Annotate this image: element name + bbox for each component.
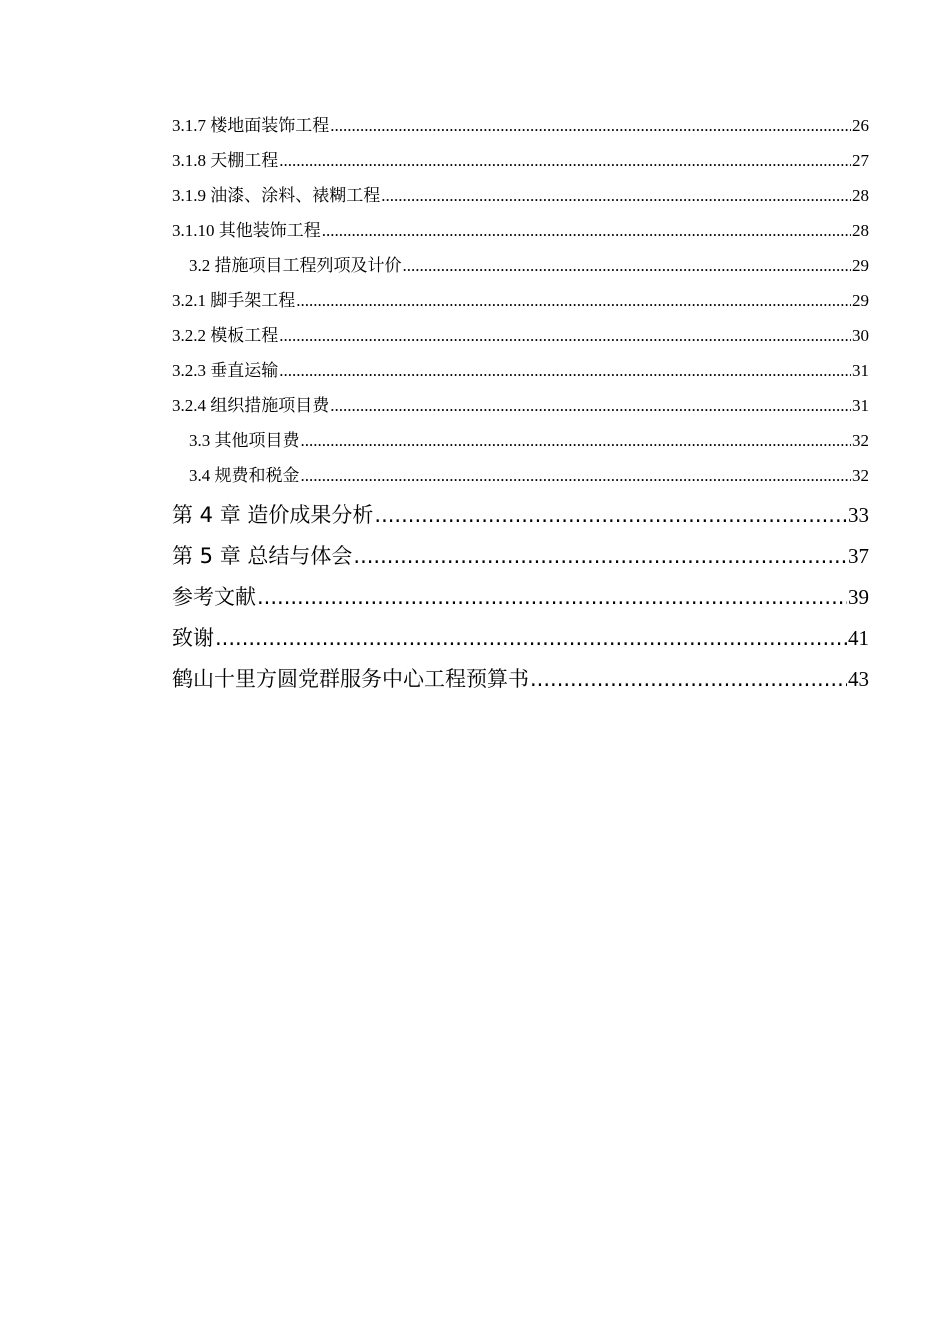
toc-dot-leader: [530, 659, 847, 700]
toc-entry-title: 3.2.1 脚手架工程: [172, 291, 296, 310]
toc-entry-title: 3.4 规费和税金: [189, 466, 300, 485]
toc-entry-title: 3.1.9 油漆、涂料、裱糊工程: [172, 186, 381, 205]
toc-page-number: 37: [848, 544, 869, 568]
toc-page-number: 43: [848, 667, 869, 691]
toc-entry-3-2-3[interactable]: [172, 353, 869, 388]
toc-page-number: 39: [848, 585, 869, 609]
toc-entry-title: 3.1.8 天棚工程: [172, 151, 279, 170]
toc-dot-leader: [279, 318, 851, 353]
toc-entry-title: 第 4 章 造价成果分析: [172, 503, 374, 527]
toc-entry-title: 参考文献: [172, 585, 256, 609]
toc-entry-3-2[interactable]: [172, 248, 869, 283]
toc-dot-leader: [322, 213, 851, 248]
toc-page-number: 32: [852, 431, 869, 450]
toc-page-number: 30: [852, 326, 869, 345]
toc-dot-leader: [353, 536, 847, 577]
toc-dot-leader: [215, 618, 847, 659]
toc-page-number: 28: [852, 186, 869, 205]
toc-entry-3-2-1[interactable]: [172, 283, 869, 318]
toc-entry-title: 3.2 措施项目工程列项及计价: [189, 256, 402, 275]
toc-page-number: 29: [852, 291, 869, 310]
toc-entry-title: 致谢: [172, 626, 214, 650]
toc-dot-leader: [403, 248, 852, 283]
toc-entry-3-1-9[interactable]: [172, 178, 869, 213]
toc-entry-title: 3.2.3 垂直运输: [172, 361, 279, 380]
toc-page-number: 29: [852, 256, 869, 275]
toc-entry-3-3[interactable]: [172, 423, 869, 458]
toc-dot-leader: [257, 577, 847, 618]
toc-entry-3-1-7[interactable]: [172, 108, 869, 143]
toc-entry-title: 3.2.4 组织措施项目费: [172, 396, 330, 415]
toc-dot-leader: [330, 388, 851, 423]
toc-page-number: 27: [852, 151, 869, 170]
toc-entry-3-4[interactable]: [172, 458, 869, 493]
toc-page-number: 32: [852, 466, 869, 485]
toc-page-number: 31: [852, 396, 869, 415]
toc-page-number: 26: [852, 116, 869, 135]
toc-page-number: 33: [848, 503, 869, 527]
table-of-contents: [172, 108, 869, 700]
toc-entry-title: 鹤山十里方圆党群服务中心工程预算书: [172, 667, 529, 691]
toc-dot-leader: [279, 143, 851, 178]
toc-entry-3-1-8[interactable]: [172, 143, 869, 178]
toc-dot-leader: [381, 178, 851, 213]
toc-entry-title: 3.1.10 其他装饰工程: [172, 221, 321, 240]
toc-dot-leader: [296, 283, 851, 318]
toc-dot-leader: [301, 423, 852, 458]
toc-entry-3-2-4[interactable]: [172, 388, 869, 423]
toc-entry-title: 第 5 章 总结与体会: [172, 544, 353, 568]
toc-dot-leader: [374, 495, 847, 536]
toc-page-number: 41: [848, 626, 869, 650]
toc-entry-acknowledgements[interactable]: [172, 618, 869, 659]
toc-entry-3-1-10[interactable]: [172, 213, 869, 248]
toc-entry-chapter-4[interactable]: [172, 495, 869, 536]
toc-dot-leader: [279, 353, 851, 388]
toc-entry-title: 3.2.2 模板工程: [172, 326, 279, 345]
toc-page-number: 28: [852, 221, 869, 240]
toc-entry-title: 3.3 其他项目费: [189, 431, 300, 450]
toc-entry-3-2-2[interactable]: [172, 318, 869, 353]
toc-dot-leader: [330, 108, 851, 143]
toc-dot-leader: [301, 458, 852, 493]
toc-entry-title: 3.1.7 楼地面装饰工程: [172, 116, 330, 135]
toc-entry-chapter-5[interactable]: [172, 536, 869, 577]
toc-entry-budget-book[interactable]: [172, 659, 869, 700]
toc-entry-references[interactable]: [172, 577, 869, 618]
toc-page-number: 31: [852, 361, 869, 380]
